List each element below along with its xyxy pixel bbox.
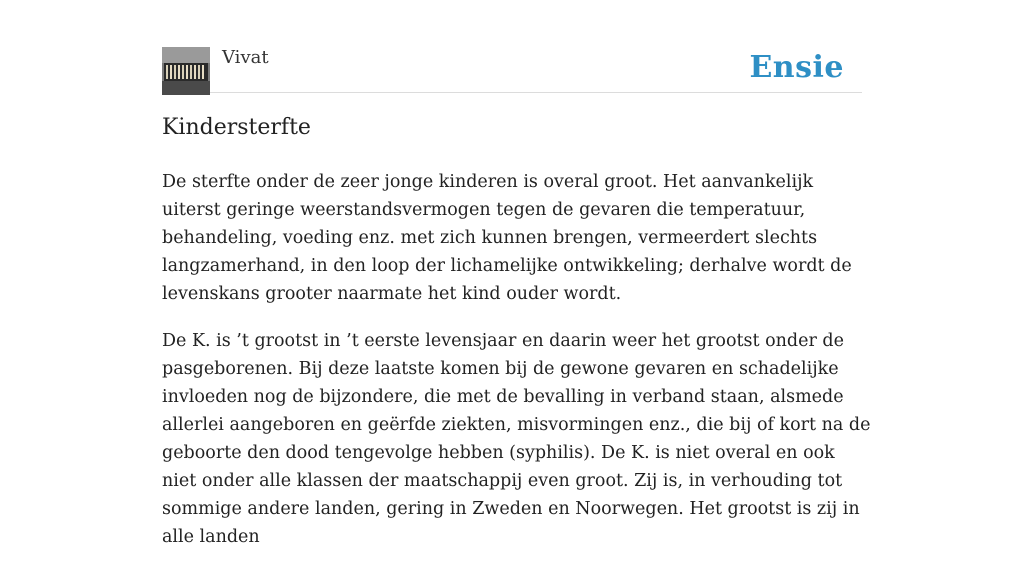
author-name[interactable]: Vivat [222,47,269,68]
page-title: Kindersterfte [162,115,311,140]
article-body [162,168,874,570]
book-spines-icon [162,47,210,95]
article-paragraph: De K. is ’t grootst in ’t eerste levensjaar en daarin weer het grootst onder de pasgeborenen. Bij deze laatste komen bij de gewone gevaren en schadelijke invloeden nog de bijzondere, die met de bevalling in verband staan, alsmede allerlei aangeboren en geërfde ziekten, misvormingen enz., die bij of kort na de geboorte den dood tengevolge hebben (syphilis). De K. is niet overal en ook niet onder alle klassen der maatschappij even groot. Zij is, in verhouding tot sommige andere landen, gering in Zweden en Noorwegen. Het grootst is zij in alle landen [162,331,871,547]
avatar[interactable] [162,47,210,95]
brand-logo[interactable]: Ensie [749,50,844,85]
article-paragraph: De sterfte onder de zeer jonge kinderen is overal groot. Het aanvankelijk uiterst geringe weerstandsvermogen tegen de gevaren die temperatuur, behandeling, voeding enz. met zich kunnen brengen, vermeerdert slechts langzamerhand, in den loop der lichamelijke ontwikkeling; derhalve wordt de levenskans grooter naarmate het kind ouder wordt. [162,172,852,304]
page-header [162,46,862,93]
